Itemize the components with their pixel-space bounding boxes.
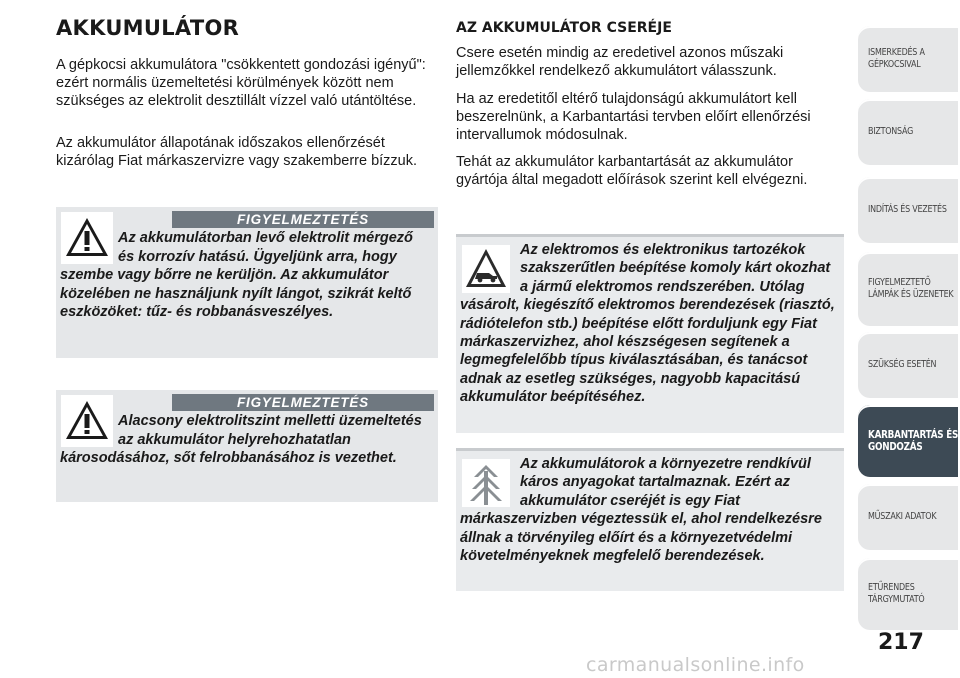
warning-text: Az akkumulátorban levő elektrolit mérgező és korrozív hatású. Ügyeljünk arra, hogy szembe vagy bőrre ne kerüljön. Az akkumulátor közelében ne használjunk nyílt lángot, szikrát keltő eszközöket: tűz- és robbanásveszélyes.: [60, 230, 413, 320]
subsection-title: AZ AKKUMULÁTOR CSERÉJE: [456, 20, 672, 36]
maintenance-paragraph: Tehát az akkumulátor karbantartását az akkumulátor gyártója által megadott előírások szerint kell elvégezni.: [456, 154, 808, 188]
note-text: Az akkumulátorok a környezetre rendkívül káros anyagokat tartalmaznak. Ezért az akkumulátor cseréjét is egy Fiat márkaszervizben végeztessük el, ahol rendelkezésre állnak a törvényileg előírt és a környezetvédelmi követelményeknek megfelelő berendezések.: [460, 456, 822, 565]
warning-header: FIGYELMEZTETÉS: [172, 211, 434, 228]
tab-label: KARBANTARTÁS ÉS GONDOZÁS: [868, 428, 959, 453]
note-box-environment: [456, 448, 844, 591]
tab-label: INDÍTÁS ÉS VEZETÉS: [868, 204, 947, 215]
tab-label: SZÜKSÉG ESETÉN: [868, 359, 937, 370]
watermark: carmanualsonline.info: [586, 654, 805, 676]
tab-label: MŰSZAKI ADATOK: [868, 511, 937, 522]
tab-figyelmezteto[interactable]: [858, 252, 958, 326]
tab-label: ETŰRENDES TÁRGYMUTATÓ: [868, 582, 925, 605]
note-box-accessories: [456, 234, 844, 433]
tab-label: ISMERKEDÉS A GÉPKOCSIVAL: [868, 47, 925, 70]
warning-text: Alacsony elektrolitszint melletti üzemeltetés az akkumulátor helyrehozhatatlan károsodásához, sőt felrobbanásához is vezethet.: [60, 413, 422, 466]
warning-box-electrolyte: [56, 207, 438, 358]
warning-box-low-level: [56, 390, 438, 502]
tab-betrendes[interactable]: [858, 558, 958, 630]
intro-paragraph: A gépkocsi akkumulátora "csökkentett gondozási igényű": ezért normális üzemeltetési körülmények között nem szükséges az elektrolit desztillált vízzel való utántöltése.: [56, 57, 426, 109]
tab-karbantartas[interactable]: [858, 405, 958, 477]
tab-biztonsag[interactable]: [858, 99, 958, 165]
chapter-tabs: [856, 0, 960, 678]
page-number: 217: [878, 630, 924, 655]
note-text: Az elektromos és elektronikus tartozékok szakszerűtlen beépítése komoly kárt okozhat a jármű elektromos rendszerében. Utólag vásárolt, kiegészítő elektromos berendezések (riasztó, rádiótelefon stb.) beépítése előtt forduljunk egy Fiat márkaszervizhez, ahol készségesen segítenek a legmegfelelőbb típus kiválasztásában, és tanácsot adnak az esetleg szükséges, nagyobb kapacitású akkumulátor beépítéséhez.: [460, 242, 835, 406]
tab-label: BIZTONSÁG: [868, 126, 914, 137]
tab-muszaki[interactable]: [858, 484, 958, 550]
tab-szukseg[interactable]: [858, 332, 958, 398]
tab-ismerkedes[interactable]: [858, 26, 958, 92]
different-battery-paragraph: Ha az eredetitől eltérő tulajdonságú akkumulátort kell beszerelnünk, a Karbantartási tervben előírt ellenőrzési intervallumok módosulnak.: [456, 91, 811, 143]
tab-label: FIGYELMEZTETŐ LÁMPÁK ÉS ÜZENETEK: [868, 277, 954, 300]
replace-paragraph: Csere esetén mindig az eredetivel azonos műszaki jellemzőkkel rendelkező akkumulátort válasszunk.: [456, 45, 784, 79]
tab-inditas[interactable]: [858, 177, 958, 243]
check-paragraph: Az akkumulátor állapotának időszakos ellenőrzését kizárólag Fiat márkaszervizre vagy szakemberre bízzuk.: [56, 135, 418, 169]
section-title: AKKUMULÁTOR: [56, 16, 240, 40]
warning-header: FIGYELMEZTETÉS: [172, 394, 434, 411]
